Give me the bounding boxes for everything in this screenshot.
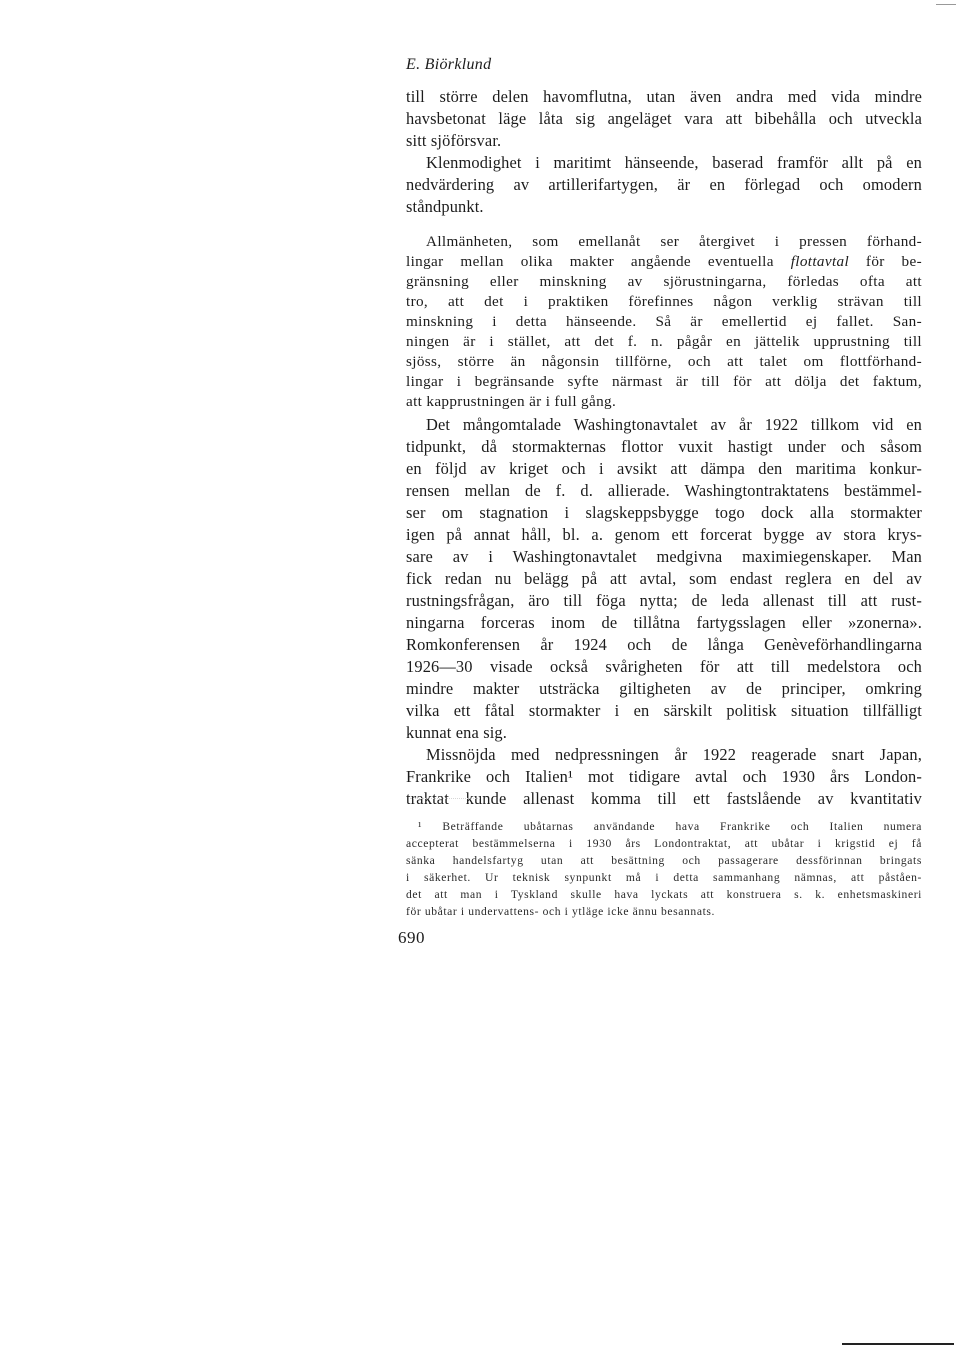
scan-edge-mark bbox=[842, 1343, 954, 1345]
small-type-line: ningen är i stället, att det f. n. pågår en jättelik upprustning till bbox=[406, 333, 922, 350]
body-line: sare av i Washingtonavtalet medgivna maximiegenskaper. Man bbox=[406, 547, 922, 566]
body-line: igen på annat håll, bl. a. genom ett forcerat bygge av stora krys- bbox=[406, 525, 922, 544]
body-line: rustningsfrågan, äro till föga nytta; de leda allenast till att rust- bbox=[406, 591, 922, 610]
small-type-line: Allmänheten, som emellanåt ser återgivet i pressen förhand- bbox=[426, 233, 922, 250]
body-line: rensen mellan de f. d. allierade. Washingtontraktatens bestämmel- bbox=[406, 481, 922, 500]
body-line: Romkonferensen år 1924 och de långa Genèveförhandlingarna bbox=[406, 635, 922, 654]
body-line: sitt sjöförsvar. bbox=[406, 131, 502, 150]
body-line: Det mångomtalade Washingtonavtalet av år 1922 tillkom vid en bbox=[426, 415, 922, 434]
body-line: tidpunkt, då stormakternas flottor vuxit hastigt under och såsom bbox=[406, 437, 922, 456]
small-type-line bbox=[406, 252, 922, 272]
running-header-author: E. Biörklund bbox=[406, 56, 492, 73]
page-number: 690 bbox=[398, 928, 425, 947]
body-line: till större delen havomflutna, utan även andra med vida mindre bbox=[406, 87, 922, 106]
body-line: Frankrike och Italien¹ mot tidigare avtal och 1930 års London- bbox=[406, 767, 922, 786]
emphasized-term: flottavtal bbox=[790, 253, 850, 270]
body-line: fick redan nu belägg på att avtal, som endast reglera en del av bbox=[406, 569, 922, 588]
body-line: traktat kunde allenast komma till ett fastslående av kvantitativ bbox=[406, 789, 922, 808]
footnote-separator bbox=[410, 798, 480, 799]
small-type-line: att kapprustningen är i full gång. bbox=[406, 393, 617, 410]
body-line: Missnöjda med nedpressningen år 1922 reagerade snart Japan, bbox=[426, 745, 922, 764]
small-type-line: sjöss, större än någonsin tillförne, och att talet om flottförhand- bbox=[406, 353, 922, 370]
body-line: 1926—30 visade också svårigheten för att till medelstora och bbox=[406, 657, 922, 676]
small-type-line: tro, att det i praktiken förefinnes någon verklig strävan till bbox=[406, 293, 922, 310]
small-type-text: lingar mellan olika makter angående eventuella flottavtal för be- bbox=[406, 253, 922, 270]
footnote-line: sänka handelsfartyg utan att besättning och passagerare dessförinnan bringats bbox=[406, 854, 922, 867]
body-line: vilka ett fåtal stormakter i en särskilt politisk situation tillfälligt bbox=[406, 701, 922, 720]
footnote-line: det att man i Tyskland skulle hava lyckats att konstruera s. k. enhetsmaskineri bbox=[406, 888, 922, 901]
body-line: ser om stagnation i slagskeppsbygge togo dock alla stormakter bbox=[406, 503, 922, 522]
body-line: ningarna forceras inom de tillåtna fartygsslagen eller »zonerna». bbox=[406, 613, 922, 632]
footnote-line: i säkerhet. Ur teknisk synpunkt må i detta sammanhang nämnas, att påståen- bbox=[406, 871, 922, 884]
small-type-line: minskning i detta hänseende. Så är emellertid ej fallet. San- bbox=[406, 313, 922, 330]
body-line: nedvärdering av artillerifartygen, är en förlegad och omodern bbox=[406, 175, 922, 194]
footnote-line: för ubåtar i undervattens- och i ytläge icke ännu besannats. bbox=[406, 905, 715, 918]
scan-edge-mark bbox=[936, 4, 956, 5]
footnote-line: ¹ Beträffande ubåtarnas användande hava Frankrike och Italien numera bbox=[418, 820, 922, 833]
small-type-line: gränsning eller minskning av sjörustningarna, förledas ofta att bbox=[406, 273, 922, 290]
body-line: en följd av kriget och i avsikt att dämpa den maritima konkur- bbox=[406, 459, 922, 478]
body-line: mindre makter utsträcka giltigheten av de principer, omkring bbox=[406, 679, 922, 698]
footnote-line: accepterat bestämmelserna i 1930 års Londontraktat, att ubåtar i krigstid ej få bbox=[406, 837, 922, 850]
body-line: havsbetonat läge låta sig angeläget vara att bibehålla och utveckla bbox=[406, 109, 922, 128]
small-type-line: lingar i begränsande syfte närmast är till för att dölja det faktum, bbox=[406, 373, 922, 390]
body-line: ståndpunkt. bbox=[406, 197, 484, 216]
body-line: kunnat ena sig. bbox=[406, 723, 508, 742]
body-line: Klenmodighet i maritimt hänseende, baserad framför allt på en bbox=[426, 153, 922, 172]
